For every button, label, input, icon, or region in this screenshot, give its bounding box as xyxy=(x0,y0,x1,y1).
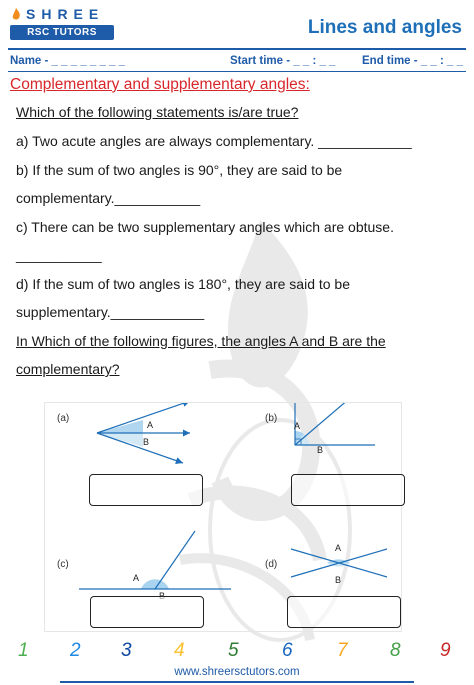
figure-c xyxy=(79,531,231,601)
figure-b-label-a: A xyxy=(294,421,301,431)
page-number: 7 xyxy=(337,640,348,661)
answer-box-a[interactable] xyxy=(89,474,203,506)
logo-text-bottom: RSC TUTORS xyxy=(10,25,114,40)
page-number: 1 xyxy=(18,640,29,661)
header-divider xyxy=(8,48,466,50)
figure-a-label-b: B xyxy=(143,437,150,447)
figure-b-caption: (b) xyxy=(265,413,278,424)
page-number: 2 xyxy=(70,640,81,661)
question2-prompt-line1: In Which of the following figures, the angles A and B are the xyxy=(16,333,386,349)
statement-b-line2: complementary.___________ xyxy=(16,190,201,206)
question2-prompt-line2: complementary? xyxy=(16,361,120,377)
start-time-field[interactable]: Start time - _ _ : _ _ xyxy=(230,55,336,67)
question1-prompt: Which of the following statements is/are true? xyxy=(16,104,299,120)
page-number: 5 xyxy=(228,640,239,661)
page-number: 9 xyxy=(440,640,451,661)
figure-d-label-b: B xyxy=(335,575,342,585)
page-numbers xyxy=(0,640,474,662)
name-field[interactable]: Name - _ _ _ _ _ _ _ _ xyxy=(10,55,126,67)
page-number: 6 xyxy=(282,640,293,661)
answer-box-c[interactable] xyxy=(90,596,204,628)
page-number: 8 xyxy=(390,640,401,661)
page-number: 4 xyxy=(174,640,185,661)
figure-d-caption: (d) xyxy=(265,559,278,570)
answer-box-b[interactable] xyxy=(291,474,405,506)
footer-url[interactable]: www.shreersctutors.com xyxy=(174,666,300,678)
statement-b-line1: b) If the sum of two angles is 90°, they are said to be xyxy=(16,162,343,178)
footer-divider xyxy=(60,681,414,683)
meta-divider xyxy=(8,71,466,72)
statement-c-line1: c) There can be two supplementary angles which are obtuse. xyxy=(16,219,394,235)
figure-a-label-a: A xyxy=(147,420,154,430)
figure-d-label-a: A xyxy=(335,543,342,553)
logo xyxy=(10,6,120,44)
figure-d xyxy=(291,543,387,585)
figure-b-label-b: B xyxy=(317,445,324,455)
page-header xyxy=(0,0,474,46)
figure-a-caption: (a) xyxy=(57,413,70,424)
figure-c-label-a: A xyxy=(133,573,140,583)
statement-a: a) Two acute angles are always complementary. ____________ xyxy=(16,133,412,149)
statement-d-line2: supplementary.____________ xyxy=(16,304,205,320)
answer-box-d[interactable] xyxy=(287,596,401,628)
flame-icon xyxy=(10,8,22,22)
statement-d-line1: d) If the sum of two angles is 180°, they are said to be xyxy=(16,276,351,292)
logo-text-top: SHREE xyxy=(26,6,105,22)
figure-c-caption: (c) xyxy=(57,559,69,570)
page-title: Lines and angles xyxy=(307,17,462,38)
figure-a xyxy=(97,403,190,463)
statement-c-line2: ___________ xyxy=(16,247,102,263)
figure-b xyxy=(294,403,375,455)
page-number: 3 xyxy=(121,640,132,661)
end-time-field[interactable]: End time - _ _ : _ _ xyxy=(362,55,463,67)
section-title: Complementary and supplementary angles: xyxy=(10,76,310,93)
